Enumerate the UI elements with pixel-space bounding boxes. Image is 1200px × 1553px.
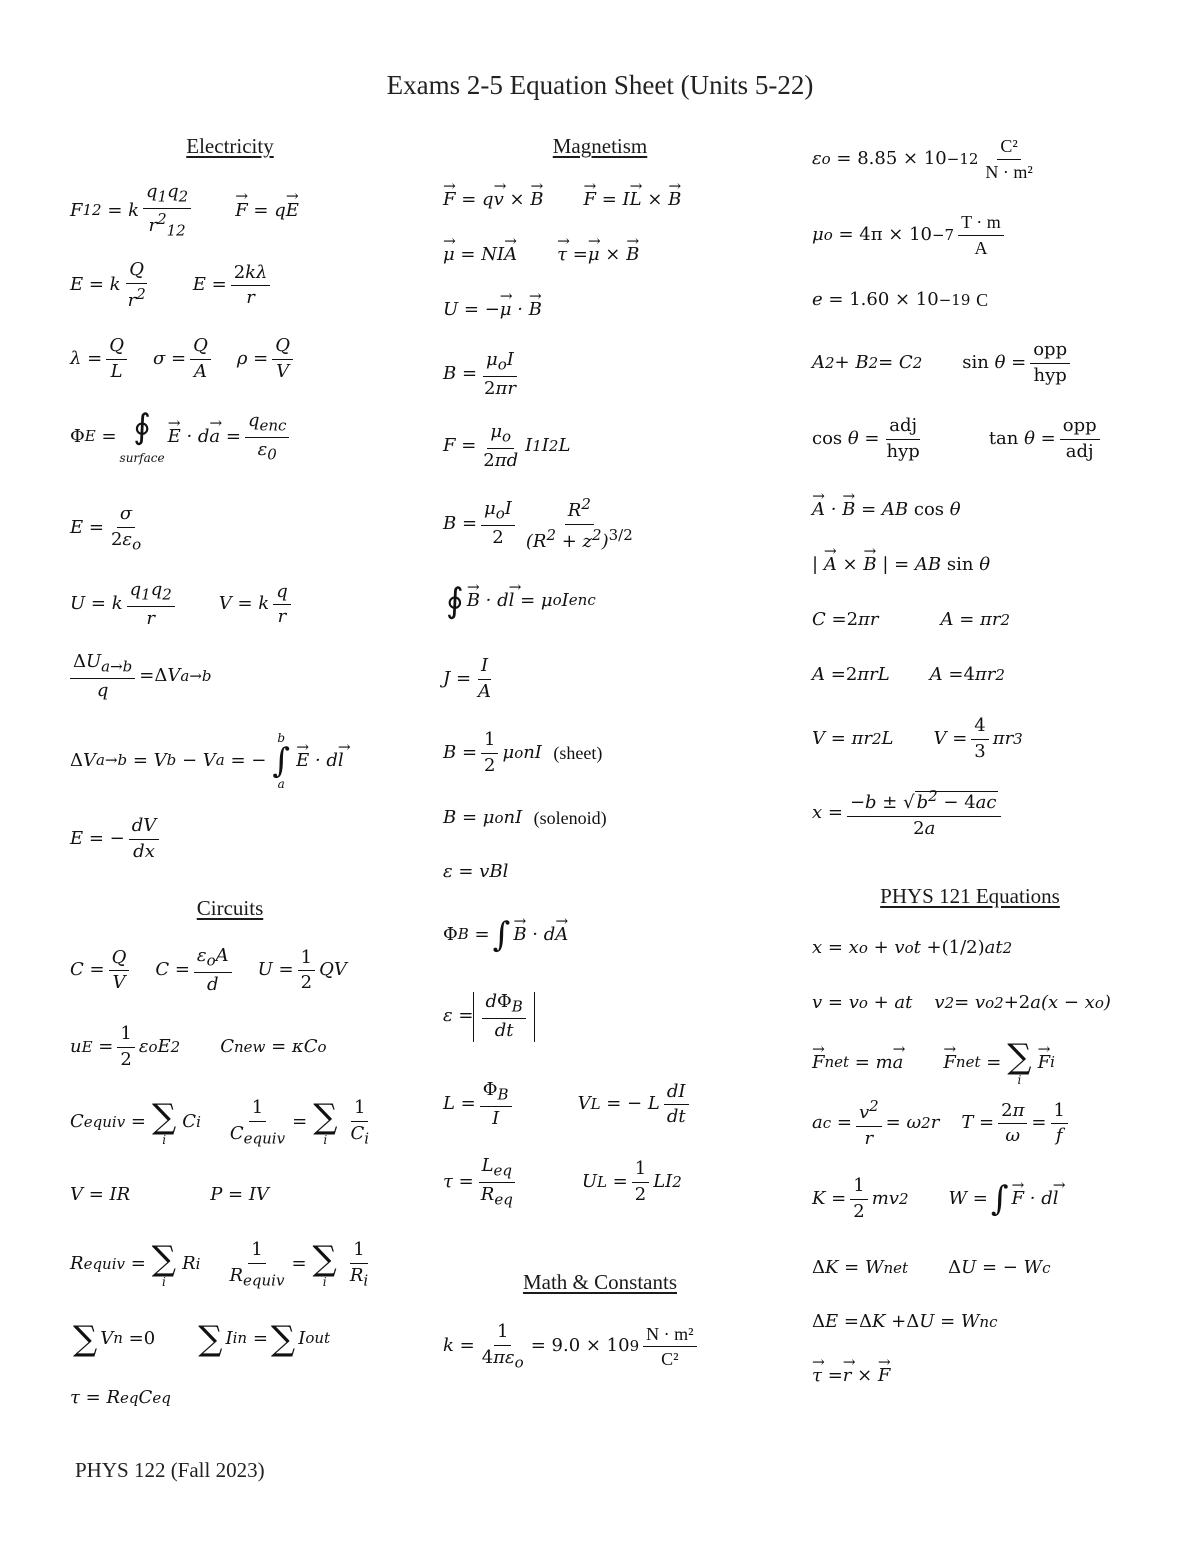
label-solenoid: (solenoid) xyxy=(533,808,607,828)
eq-elementary-charge: e = 1.60 × 10 −19 C xyxy=(812,289,989,310)
eq-gauss: Φ E = ∮ surface E → · d a → = $\frac{q_{enc}}{\varepsilon_0}$ xyxy=(70,410,293,464)
eq-time-constant: τ = R eq C eq xyxy=(70,1387,171,1408)
section-magnetism: Magnetism xyxy=(552,134,648,158)
eq-coulomb: F 12 = k $\frac{q_1q_2}{r^2_{12}}$ F → = q E → xyxy=(70,182,299,240)
eq-dot-product: A → · B → = AB cos θ xyxy=(812,500,961,521)
eq-volumes: V = πr 2 L V = $\frac{4}{3}$ πr 3 xyxy=(812,715,1023,762)
eq-coulomb-constant: k = $\frac{1}{4\pi\varepsilon_o}$ = 9.0 × 10 9 $\frac{\text{N · m²}}{\text{C²}}$ xyxy=(443,1322,701,1372)
eq-permittivity: ε o = 8.85 × 10 −12 $\frac{\text{C²}}{\text{N · m²}}$ xyxy=(812,136,1033,182)
eq-magnetic-moment: μ → = NI A → τ → = μ → × B → xyxy=(443,245,639,266)
eq-cap-combination: C equiv = ∑ i C i $\frac{1}{C_{equiv}}$ = ∑ i $\frac{1}{C_i}$ xyxy=(70,1096,370,1148)
eq-delta-v-integral: Δ V a→b = V b − V a = − b ∫ a E → · d l → xyxy=(70,732,344,790)
eq-lorentz-force: F → = q v → × B → F → = I L → × B → xyxy=(443,190,681,211)
eq-sheet-field: E = $\frac{\sigma}{2\varepsilon_o}$ xyxy=(70,503,142,554)
eq-energy-nonconservative: Δ E = Δ K + Δ U = W nc xyxy=(812,1311,998,1332)
eq-circle: C = 2 πr A = πr 2 xyxy=(812,609,1010,630)
eq-kirchhoff: ∑ V n = 0 ∑ I in = ∑ I out xyxy=(73,1319,331,1359)
page-title: Exams 2-5 Equation Sheet (Units 5-22) xyxy=(386,70,814,100)
eq-kinematics-position: x = x o + v o t + (1/2) at 2 xyxy=(812,937,1013,958)
eq-sheet-field-mag: B = $\frac{1}{2}$ μ o nI (sheet) xyxy=(443,729,603,776)
eq-work-energy: Δ K = W net Δ U = − W c xyxy=(812,1257,1051,1278)
eq-ohm-power: V = IR P = IV xyxy=(70,1184,269,1205)
eq-energy-density: u E = $\frac{1}{2}$ ε o E 2 C new = κC o xyxy=(70,1023,327,1070)
eq-lr-circuit: τ = $\frac{L_{eq}}{R_{eq}}$ U L = $\frac{1}{2}$ LI 2 xyxy=(443,1155,682,1209)
eq-parallel-wires: F = $\frac{\mu_o}{2\pi d}$ I 1 I 2 L xyxy=(443,421,571,471)
eq-solenoid-field: B = μ o nI (solenoid) xyxy=(443,807,607,828)
eq-inductance: L = $\frac{\Phi_B}{I}$ V L = − L $\frac{dI}{dt}$ xyxy=(443,1080,693,1130)
eq-capacitance: C = $\frac{Q}{V}$ C = $\frac{\varepsilon_oA}{d}$ U = $\frac{1}{2}$ QV xyxy=(70,945,347,995)
label-sheet: (sheet) xyxy=(553,742,603,763)
eq-cos-tan: cos θ = $\frac{\text{adj}}{\text{hyp}}$ tan θ = $\frac{\text{opp}}{\text{adj}}$ xyxy=(812,416,1104,462)
eq-potential-energy: U = k $\frac{q_1q_2}{r}$ V = k $\frac{q}{r}$ xyxy=(70,580,295,630)
eq-magnetic-flux: Φ B = ∫ B → · d A → xyxy=(443,918,568,952)
eq-field-gradient: E = − $\frac{dV}{dx}$ xyxy=(70,816,163,862)
label-surface: surface xyxy=(119,451,165,465)
eq-newton-second: F → net = m a → F → net = ∑ i F → i xyxy=(812,1040,1055,1086)
footer-course: PHYS 122 (Fall 2023) xyxy=(75,1458,265,1482)
eq-kinematics-velocity: v = v o + at v 2 = v o 2 + 2 a(x − x o ) xyxy=(812,992,1111,1013)
eq-quadratic: x = $\frac{-b \pm √ b^2 - 4ac}{2a}$ xyxy=(812,788,1005,839)
eq-cylinder-sphere-area: A = 2 πrL A = 4 πr 2 xyxy=(812,664,1005,685)
eq-pythagoras-sine: A 2 + B 2 = C 2 sin θ = $\frac{\text{opp}}{\text{hyp}}$ xyxy=(812,340,1074,386)
eq-torque: τ → = r → × F → xyxy=(812,1366,890,1387)
eq-dipole-energy: U = − μ → · B → xyxy=(443,300,542,321)
eq-circular-motion: a c = $\frac{v^2}{r}$ = ω 2 r T = $\frac{2\pi}{\omega}$ = $\frac{1}{f}$ xyxy=(812,1098,1072,1149)
eq-point-field: E = k $\frac{Q}{r^2}$ E = $\frac{2k\lambda}{r}$ xyxy=(70,260,274,311)
section-phys121: PHYS 121 Equations xyxy=(880,884,1060,908)
section-circuits: Circuits xyxy=(196,896,264,920)
eq-charge-densities: λ = $\frac{Q}{L}$ σ = $\frac{Q}{A}$ ρ = $\frac{Q}{V}$ xyxy=(70,336,297,382)
eq-resistor-combination: R equiv = ∑ i R i $\frac{1}{R_{equiv}}$ = ∑ i $\frac{1}{R_i}$ xyxy=(70,1238,369,1290)
eq-ampere-law: ∮ B → · d l → = μ o I enc xyxy=(443,584,596,618)
eq-kinetic-work: K = $\frac{1}{2}$ mv 2 W = ∫ F → · d l → xyxy=(812,1176,1059,1222)
eq-delta-v-def: $\frac{\Delta U_{a\to b}}{q}$ = Δ V a→b xyxy=(70,652,212,702)
eq-faraday: ε = $\frac{d\Phi_B}{dt}$ xyxy=(443,992,535,1042)
eq-current-density: J = $\frac{I}{A}$ xyxy=(443,655,492,702)
eq-loop-axis-field: B = $\frac{\mu_oI}{2}$ $\frac{R^2}{(R^2 + z^2)^{3/2}}$ xyxy=(443,495,633,552)
eq-wire-field: B = $\frac{\mu_oI}{2\pi r}$ xyxy=(443,349,516,399)
eq-cross-product: | A → × B → | = AB sin θ xyxy=(812,555,990,576)
section-math-constants: Math & Constants xyxy=(522,1270,677,1294)
eq-permeability: μ o = 4π × 10 −7 $\frac{T \cdot m}{A}$ xyxy=(812,212,1008,258)
eq-motional-emf: ε = vBl xyxy=(443,861,509,882)
section-electricity: Electricity xyxy=(186,134,274,158)
